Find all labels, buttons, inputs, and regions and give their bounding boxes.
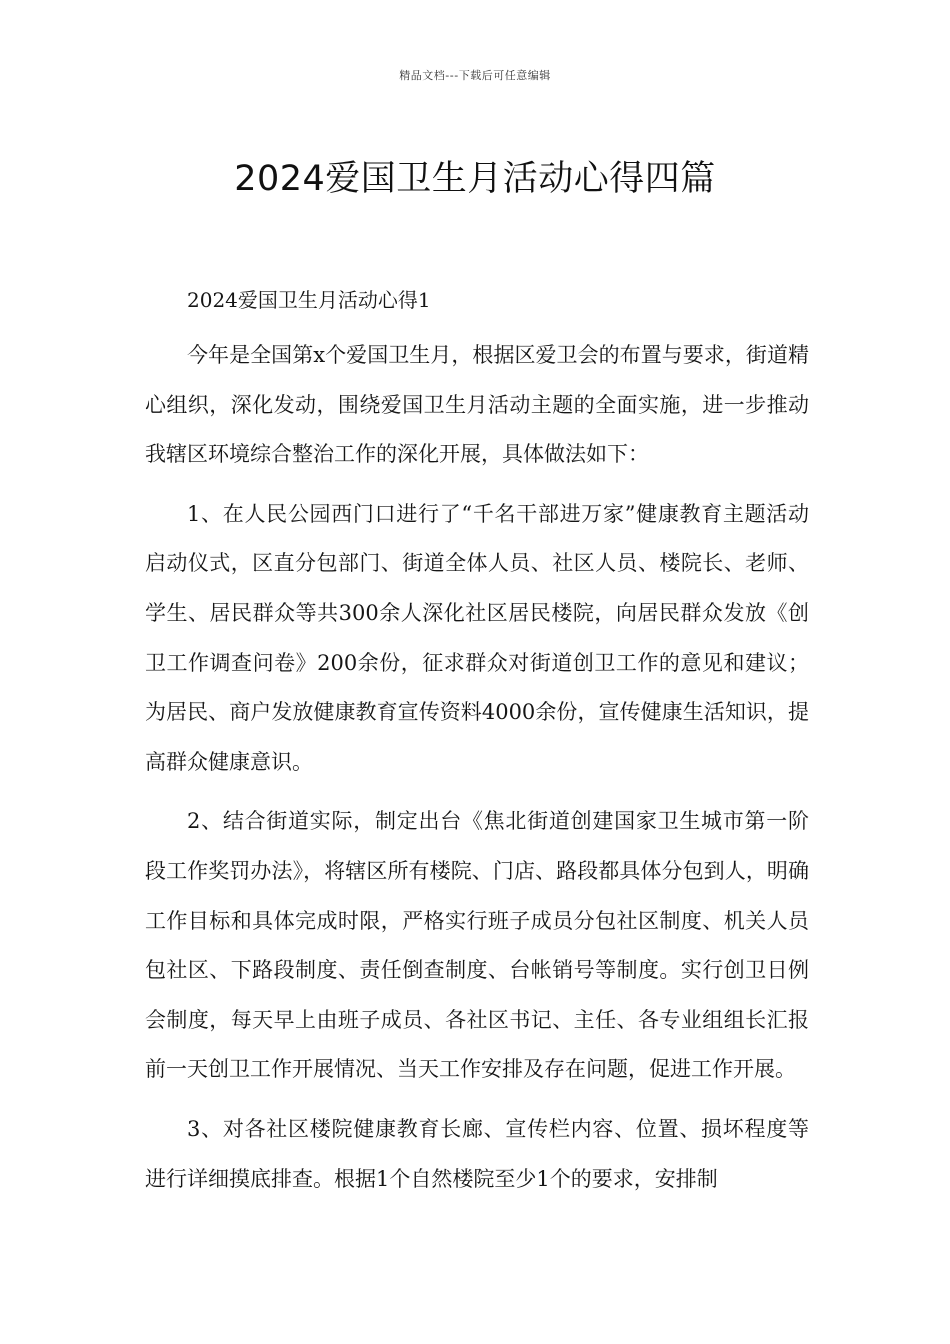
document-title: 2024爱国卫生月活动心得四篇 [234, 159, 716, 200]
paragraph-item-3: 3、对各社区楼院健康教育长廊、宣传栏内容、位置、损坏程度等进行详细摸底排查。根据1个自然楼院至少1个的要求，安排制 [145, 1116, 809, 1191]
paragraph-item-2: 2、结合街道实际，制定出台《焦北街道创建国家卫生城市第一阶段工作奖罚办法》，将辖区所有楼院、门店、路段都具体分包到人，明确工作目标和具体完成时限，严格实行班子成员分包社区制度、机关人员包社区、下路段制度、责任倒查制度、台帐销号等制度。实行创卫日例会制度，每天早上由班子成员、各社区书记、主任、各专业组组长汇报前一天创卫工作开展情况、当天工作安排及存在问题，促进工作开展。 [145, 809, 809, 1082]
header-note: 精品文档---下载后可任意编辑 [399, 69, 551, 82]
paragraph-item-1: 1、在人民公园西门口进行了“千名干部进万家”健康教育主题活动启动仪式，区直分包部门、街道全体人员、社区人员、楼院长、老师、学生、居民群众等共300余人深化社区居民楼院，向居民群众发放《创卫工作调查问卷》200余份，征求群众对街道创卫工作的意见和建议；为居民、商户发放健康教育宣传资料4000余份，宣传健康生活知识，提高群众健康意识。 [145, 501, 809, 774]
document-body [145, 280, 809, 1214]
paragraph-intro: 今年是全国第x个爱国卫生月，根据区爱卫会的布置与要求，街道精心组织，深化发动，围绕爱国卫生月活动主题的全面实施，进一步推动我辖区环境综合整治工作的深化开展，具体做法如下： [145, 343, 809, 467]
section-heading: 2024爱国卫生月活动心得1 [187, 288, 431, 312]
